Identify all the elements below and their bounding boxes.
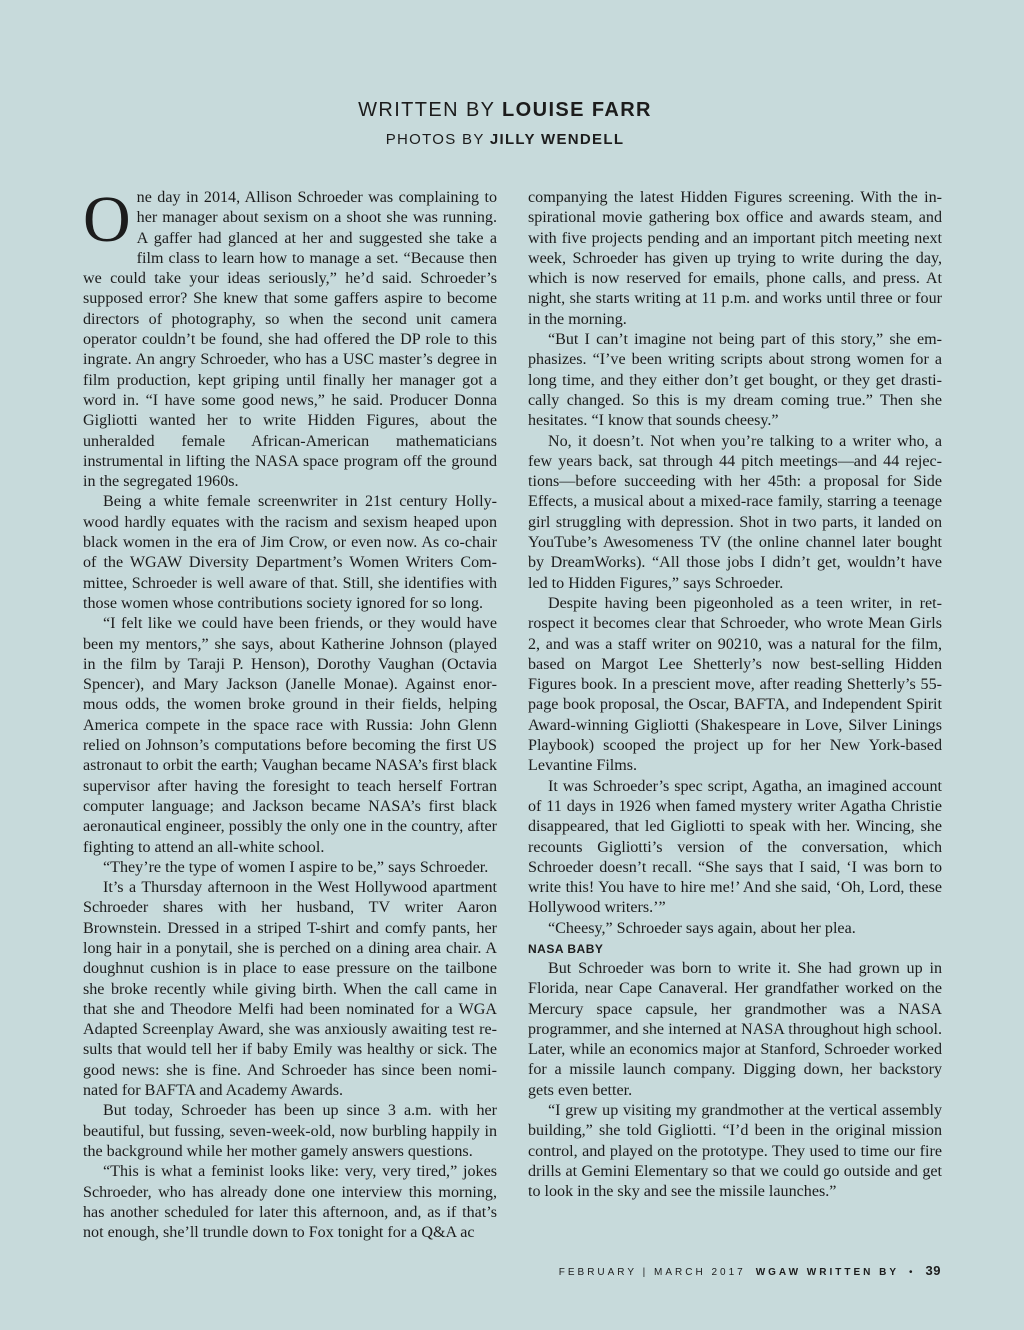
article-paragraph: “This is what a feminist looks like: very, very tired,” jokes Schroeder, who has already done one interview this morning, has another scheduled for later this afternoon, and, as if that’s not enough, she’ll trundle down to Fox tonight for a Q&A ac [83, 1163, 497, 1242]
article-paragraph: “Cheesy,” Schroeder says again, about her plea. [548, 919, 856, 937]
page-footer [559, 1263, 941, 1278]
article-paragraph: It’s a Thursday afternoon in the West Hollywood apartment Schroeder shares with her husband, TV writer Aaron Brownstein. Dressed in a striped T-shirt and comfy pants, her long hair in a ponytail, she is perched on a dining area chair. A doughnut cushion is in place to ease pressure on the tailbone she broke recently while giving birth. When the call came in that she and Theodore Melfi had been nominated for a WGA Adapted Screenplay Award, she was anxiously awaiting test results that would tell her if baby Emily was healthy or sick. The good news: she is fine. And Schroeder has since been nominated for BAFTA and Academy Awards. [83, 879, 497, 1100]
article-paragraph: “They’re the type of women I aspire to be,” says Schroeder. [103, 858, 489, 876]
footer-bullet: • [909, 1267, 916, 1278]
publication-name: WGAW WRITTEN BY [755, 1267, 900, 1278]
author-byline: WRITTEN BY LOUISE FARR [358, 99, 652, 121]
photographer-name: JILLY WENDELL [489, 131, 625, 148]
page-number: 39 [925, 1263, 941, 1278]
article-paragraph: “I felt like we could have been friends, or they would have been my mentors,” she says, about Katherine Johnson (played in the film by Taraji P. Henson), Dorothy Vaughan (Octavia Spencer), and Mary Jackson (Janelle Monae). Against enormous odds, the women broke ground in their fields, helping America compete in the space race with Russia: John Glenn relied on Johnson’s computations before becoming the first US astronaut to orbit the earth; Vaughan became NASA’s first black supervisor after having the foresight to teach herself Fortran computer language; and Jackson became NASA’s first black aeronautical engineer, possibly the only one in the country, after fighting to attend an all-white school. [83, 615, 497, 856]
article-paragraph: One day in 2014, Allison Schroeder was complaining to her manager about sexism on a shoot she was running. A gaffer had glanced at her and suggested she take a film class to learn how to manage a set. “Because then we could take your ideas seriously,” he’d said. Schroeder’s supposed error? She knew that some gaffers aspire to become directors of photography, so when the second unit camera operator couldn’t be found, she had offered the DP role to this ingrate. An angry Schroeder, who has a USC master’s degree in film production, kept griping until finally her manager got a word in. “I have some good news,” he said. Producer Donna Gigliotti wanted her to write Hidden Figures, about the unheralded female African-American mathematicians instrumental in lifting the NASA space program off the ground in the segregated 1960s. [83, 183, 497, 491]
article-paragraph: No, it doesn’t. Not when you’re talking to a writer who, a few years back, sat through 44 pitch meetings—and 44 rejections—before succeeding with her 45th: a proposal for Side Effects, a musical about a mixed-race family, starring a teenage girl struggling with depression. Shot in two parts, it landed on YouTube’s Awesomeness TV (the online channel later bought by DreamWorks). “All those jobs I didn’t get, wouldn’t have led to Hidden Figures,” says Schroeder. [528, 432, 942, 592]
article-column-right [528, 188, 942, 1203]
issue-date: FEBRUARY | MARCH 2017 [558, 1267, 746, 1278]
article-paragraph: But today, Schroeder has been up since 3 a.m. with her beautiful, but fussing, seven-week-old, now burbling happily in the background while her mother gamely answers questions. [83, 1102, 497, 1160]
article-column-left [83, 183, 497, 1243]
article-paragraph: Despite having been pigeonholed as a teen writer, in retrospect it becomes clear that Schroeder, who wrote Mean Girls 2, and was a staff writer on 90210, was a natural for the film, based on Margot Lee Shetterly’s now best-selling Hidden Figures book. In a prescient move, after reading Shetterly’s 55-page book proposal, the Oscar, BAFTA, and Independent Spirit Award-winning Gigliotti (Shakespeare in Love, Silver Linings Playbook) scooped the project up for her New York-based Levantine Films. [528, 594, 942, 775]
article-paragraph: “I grew up visiting my grandmother at the vertical assembly building,” she told Gigliotti. “I’d been in the original mission control, and played on the prototype. They used to time our fire drills at Gemini Elementary so that we could go outside and get to look in the sky and see the missile launches.” [528, 1102, 942, 1201]
author-name: LOUISE FARR [502, 99, 652, 121]
section-subhead: NASA BABY [528, 941, 604, 956]
photo-credit: PHOTOS BY JILLY WENDELL [385, 131, 625, 148]
article-paragraph: But Schroeder was born to write it. She had grown up in Florida, near Cape Canaveral. Her grandfather worked on the Mercury space capsule, her grandmother was a NASA programmer, and she interned at NASA throughout high school. Later, while an economics major at Stanford, Schroeder worked for a missile launch company. Digging down, her backstory gets even better. [528, 959, 942, 1099]
article-paragraph: It was Schroeder’s spec script, Agatha, an imagined account of 11 days in 1926 when famed mystery writer Agatha Christie disappeared, that led Gigliotti to speak with her. Wincing, she recounts Gigliotti’s version of the conversation, which Schroeder doesn’t recall. “She says that I said, ‘I was born to write this! You have to hire me!’ And she said, ‘Oh, Lord, these Hollywood writers.’” [528, 777, 942, 917]
article-paragraph: companying the latest Hidden Figures screening. With the inspirational movie gathering box office and awards steam, and with five projects pending and an important pitch meeting next week, Schroeder has given up trying to write during the day, which is now reserved for emails, phone calls, and press. At night, she starts writing at 11 p.m. and works until three or four in the morning. [528, 189, 942, 328]
article-paragraph: “But I can’t imagine not being part of this story,” she emphasizes. “I’ve been writing scripts about strong women for a long time, and they either don’t get bought, or they get drastically changed. So this is my dream coming true.” Then she hesitates. “I know that sounds cheesy.” [528, 331, 942, 430]
article-paragraph: Being a white female screenwriter in 21st century Hollywood hardly equates with the racism and sexism heaped upon black women in the era of Jim Crow, or even now. As co-chair of the WGAW Diversity Department’s Women Writers Committee, Schroeder is well aware of that. Still, she identifies with those women whose contributions society ignored for so long. [83, 493, 497, 612]
drop-cap: O [83, 183, 131, 256]
